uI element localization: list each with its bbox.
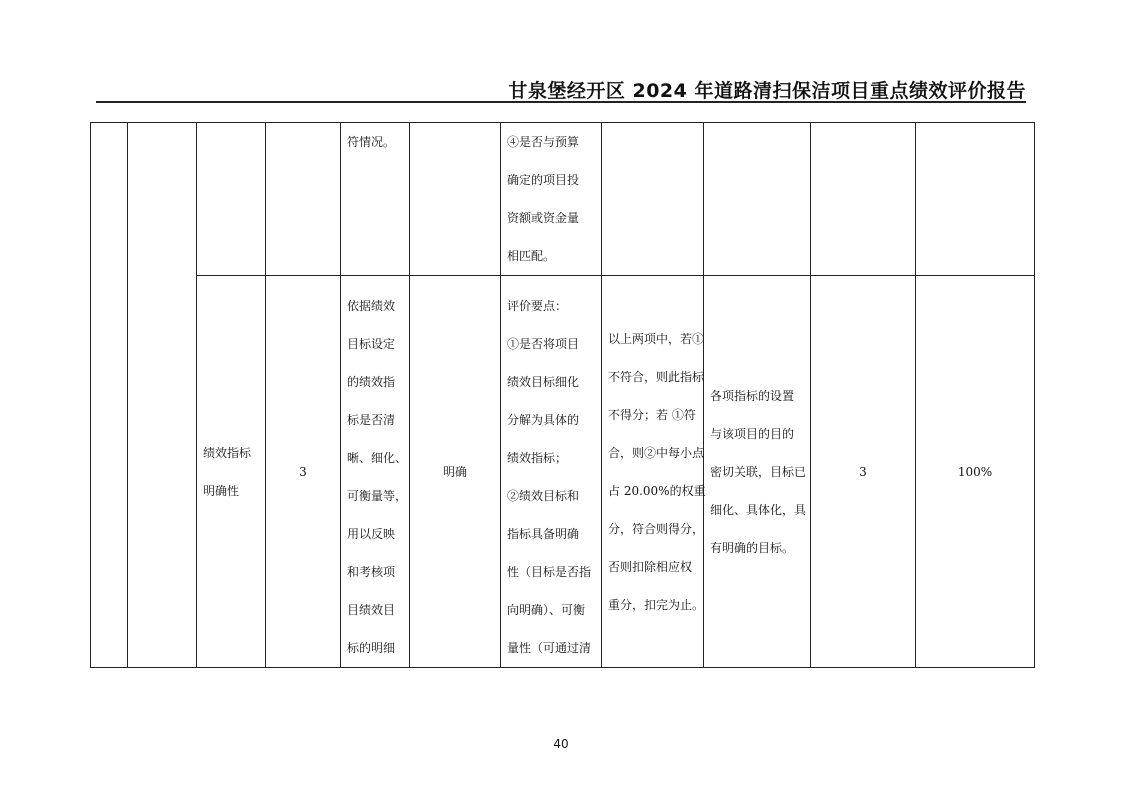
level3-indicator-cell: 绩效指标 明确性 <box>197 276 266 668</box>
scoring-cell: 以上两项中，若① 不符合，则此指标 不得分；若 ①符 合，则②中每小点 占 20.00%的权重 分，符合则得分， 否则扣除相应权 重分，扣完为止。 <box>602 276 704 668</box>
weight-cell <box>266 123 341 276</box>
score-cell <box>811 123 916 276</box>
weight-cell: 3 <box>266 276 341 668</box>
rate-cell <box>916 123 1035 276</box>
table-row <box>91 123 1035 276</box>
evidence-cell <box>704 123 811 276</box>
criteria-cell: 依据绩效 目标设定 的绩效指 标是否清 晰、细化、 可衡量等， 用以反映 和考核项 目绩效目 标的明细 <box>341 276 410 668</box>
level2-indicator-cell <box>128 123 197 668</box>
level1-indicator-cell <box>91 123 128 668</box>
rate-cell: 100% <box>916 276 1035 668</box>
points-cell: ④是否与预算 确定的项目投 资额或资金量 相匹配。 <box>501 123 602 276</box>
standard-cell <box>410 123 501 276</box>
points-cell: 评价要点： ①是否将项目 绩效目标细化 分解为具体的 绩效指标； ②绩效目标和 指标具备明确 性（目标是否指 向明确）、可衡 量性（可通过清 <box>501 276 602 668</box>
score-cell: 3 <box>811 276 916 668</box>
level3-indicator-cell <box>197 123 266 276</box>
evaluation-table <box>90 122 1035 668</box>
standard-cell: 明确 <box>410 276 501 668</box>
scoring-cell <box>602 123 704 276</box>
page-number: 40 <box>553 737 569 751</box>
table-row <box>91 276 1035 668</box>
header-divider <box>96 101 1026 103</box>
criteria-cell: 符情况。 <box>341 123 410 276</box>
evidence-cell: 各项指标的设置 与该项目的目的 密切关联，目标已 细化、具体化，具 有明确的目标。 <box>704 276 811 668</box>
report-header-title: 甘泉堡经开区 2024 年道路清扫保洁项目重点绩效评价报告 <box>508 80 1026 102</box>
